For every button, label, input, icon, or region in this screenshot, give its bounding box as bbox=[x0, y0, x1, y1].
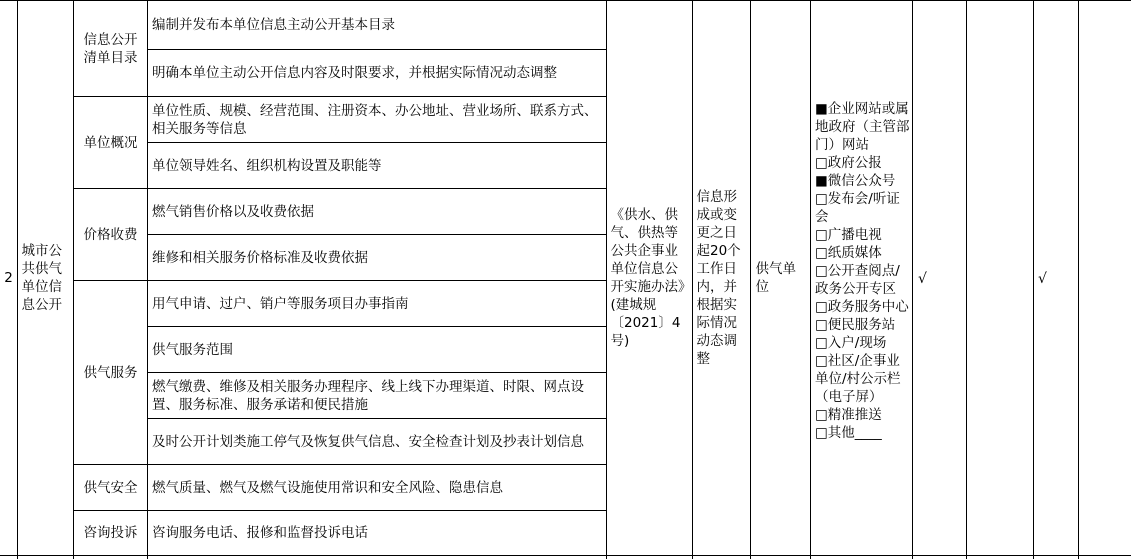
table-line bbox=[1033, 0, 1034, 559]
item-cell bbox=[148, 1, 606, 49]
row-number: 2 bbox=[4, 269, 13, 286]
checkbox-empty-icon: □ bbox=[815, 425, 828, 441]
checkbox-empty-icon: □ bbox=[815, 227, 828, 243]
item-cell bbox=[148, 97, 606, 142]
item-cell bbox=[148, 281, 606, 326]
item-text: 燃气销售价格以及收费依据 bbox=[152, 203, 314, 220]
channel-option bbox=[815, 316, 912, 334]
channel-option bbox=[815, 424, 912, 442]
group-label-cell bbox=[74, 189, 147, 280]
channel-label: 政府公报 bbox=[827, 155, 882, 171]
channel-option bbox=[815, 172, 912, 190]
checkmark-icon: √ bbox=[1038, 271, 1047, 287]
item-text: 明确本单位主动公开信息内容及时限要求，并根据实际情况动态调整 bbox=[152, 65, 557, 81]
group-label: 价格收费 bbox=[83, 226, 138, 243]
time-limit-text: 信息形成或变更之日起20个工作日内，并根据实际情况动态调整 bbox=[696, 188, 741, 367]
item-text: 维修和相关服务价格标准及收费依据 bbox=[152, 249, 368, 266]
channel-label: 广播电视 bbox=[827, 227, 882, 243]
channel-option bbox=[815, 154, 912, 172]
category-text: 城市公共供气单位信息公开 bbox=[21, 242, 62, 313]
checkbox-empty-icon: □ bbox=[815, 407, 828, 423]
item-cell bbox=[148, 373, 606, 418]
item-text: 单位性质、规模、经营范围、注册资本、办公地址、营业场所、联系方式、相关服务等信息 bbox=[152, 102, 598, 137]
item-text: 单位领导姓名、组织机构设置及职能等 bbox=[152, 157, 382, 174]
checkbox-empty-icon: □ bbox=[815, 245, 828, 261]
checkbox-filled-icon: ■ bbox=[815, 173, 828, 189]
group-label: 咨询投诉 bbox=[83, 525, 138, 541]
item-cell bbox=[148, 419, 606, 464]
basis-text: 《供水、供气、供热等公共企事业单位信息公开实施办法》(建城规〔2021〕4号) bbox=[610, 206, 685, 349]
table-line bbox=[1078, 0, 1079, 559]
group-label-cell bbox=[74, 511, 147, 555]
table-line bbox=[912, 0, 913, 559]
item-text: 及时公开计划类施工停气及恢复供气信息、安全检查计划及抄表计划信息 bbox=[152, 433, 584, 450]
group-label-cell bbox=[74, 97, 147, 188]
checkbox-filled-icon: ■ bbox=[815, 101, 828, 117]
channel-option bbox=[815, 352, 912, 406]
item-cell bbox=[148, 143, 606, 188]
group-label-cell bbox=[74, 1, 147, 96]
checkmark-icon: √ bbox=[918, 271, 927, 287]
channel-label: 公开查阅点/政务公开专区 bbox=[815, 263, 900, 297]
channel-option bbox=[815, 262, 912, 298]
channel-label: 精准推送 bbox=[827, 407, 882, 423]
checkbox-empty-icon: □ bbox=[815, 263, 828, 279]
channel-label: 纸质媒体 bbox=[827, 245, 882, 261]
table-line bbox=[966, 0, 967, 559]
channel-label: 发布会/听证会 bbox=[815, 191, 900, 225]
category-cell bbox=[18, 0, 73, 555]
group-label: 供气安全 bbox=[83, 479, 138, 496]
item-text: 编制并发布本单位信息主动公开基本目录 bbox=[152, 17, 395, 33]
channels-list bbox=[811, 100, 912, 470]
channel-option bbox=[815, 406, 912, 424]
item-text: 供气服务范围 bbox=[152, 341, 233, 358]
channel-label: 企业网站或属地政府（主管部门）网站 bbox=[815, 101, 910, 153]
checkbox-empty-icon: □ bbox=[815, 353, 828, 369]
channel-label: 便民服务站 bbox=[827, 317, 896, 333]
item-cell bbox=[148, 511, 606, 555]
checkbox-empty-icon: □ bbox=[815, 317, 828, 333]
checkbox-empty-icon: □ bbox=[815, 299, 828, 315]
item-text: 燃气缴费、维修及相关服务办理程序、线上线下办理渠道、时限、网点设置、服务标准、服务承诺和便民措施 bbox=[152, 378, 584, 413]
item-cell bbox=[148, 189, 606, 234]
checkbox-empty-icon: □ bbox=[815, 335, 828, 351]
channel-label: 其他____ bbox=[827, 425, 882, 441]
item-cell bbox=[148, 50, 606, 96]
group-label-cell bbox=[74, 281, 147, 464]
item-cell bbox=[148, 235, 606, 280]
item-text: 燃气质量、燃气及燃气设施使用常识和安全风险、隐患信息 bbox=[152, 479, 503, 496]
channel-option bbox=[815, 334, 912, 352]
channel-label: 政务服务中心 bbox=[827, 299, 909, 315]
group-label: 单位概况 bbox=[83, 134, 138, 151]
channel-label: 社区/企事业单位/村公示栏（电子屏） bbox=[815, 353, 901, 405]
channel-option bbox=[815, 298, 912, 316]
group-label-cell bbox=[74, 465, 147, 510]
subject-text: 供气单位 bbox=[755, 260, 796, 295]
basis-cell bbox=[607, 0, 692, 555]
channel-option bbox=[815, 226, 912, 244]
subject-cell bbox=[751, 0, 810, 555]
item-cell bbox=[148, 327, 606, 372]
table-line bbox=[0, 555, 1131, 556]
channel-option bbox=[815, 100, 912, 154]
channel-label: 微信公众号 bbox=[827, 173, 896, 189]
checkbox-empty-icon: □ bbox=[815, 155, 828, 171]
time-limit-cell bbox=[693, 0, 750, 555]
group-label: 信息公开清单目录 bbox=[83, 31, 138, 66]
channel-option bbox=[815, 190, 912, 226]
group-label: 供气服务 bbox=[83, 364, 138, 381]
item-cell bbox=[148, 465, 606, 510]
item-text: 用气申请、过户、销户等服务项目办事指南 bbox=[152, 295, 409, 312]
channel-option bbox=[815, 244, 912, 262]
checkbox-empty-icon: □ bbox=[815, 191, 828, 207]
item-text: 咨询服务电话、报修和监督投诉电话 bbox=[152, 525, 368, 541]
channel-label: 入户/现场 bbox=[827, 335, 887, 351]
